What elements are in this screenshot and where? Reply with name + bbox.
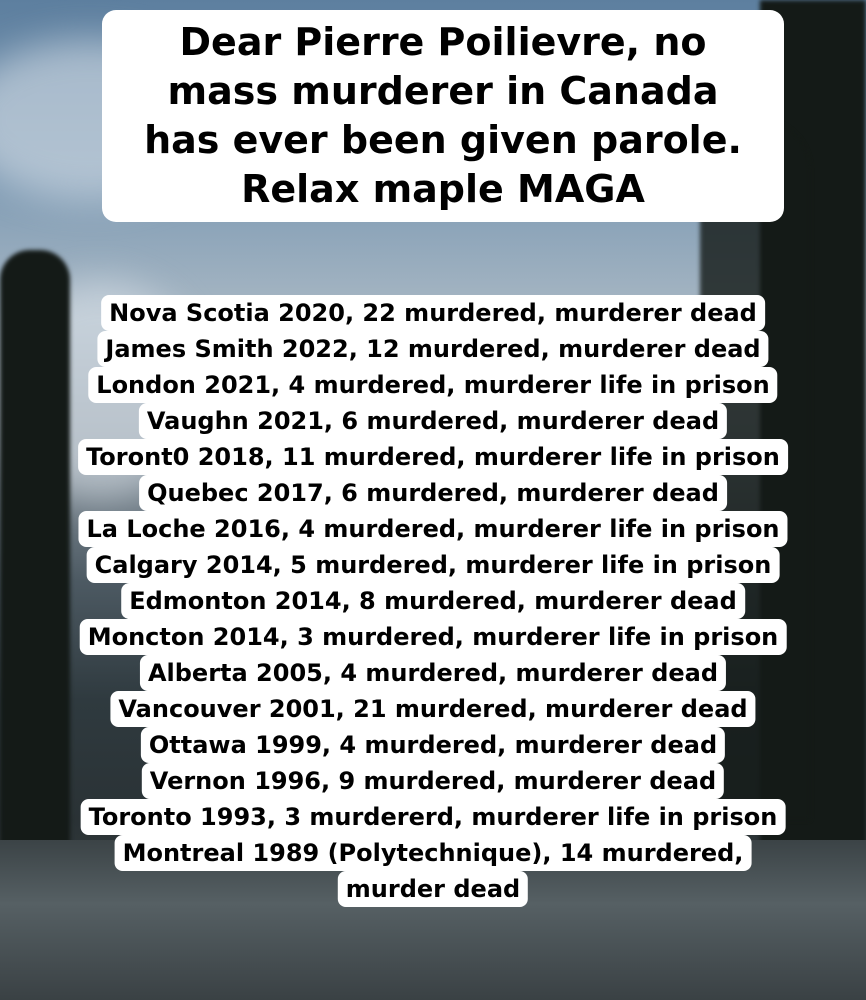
list-item: Alberta 2005, 4 murdered, murderer dead xyxy=(140,655,726,691)
list-item: Vancouver 2001, 21 murdered, murderer dead xyxy=(110,691,755,727)
title-line: Dear Pierre Poilievre, no xyxy=(179,20,707,64)
list-item: murder dead xyxy=(338,871,528,907)
list-item: Ottawa 1999, 4 murdered, murderer dead xyxy=(141,727,725,763)
list-item: Nova Scotia 2020, 22 murdered, murderer dead xyxy=(101,295,765,331)
title-line: has ever been given parole. xyxy=(144,118,742,162)
list-item: Edmonton 2014, 8 murdered, murderer dead xyxy=(121,583,745,619)
title-line: Relax maple MAGA xyxy=(241,167,645,211)
list-item: Toronto 1993, 3 murdererd, murderer life in prison xyxy=(81,799,786,835)
list-item: Toront0 2018, 11 murdered, murderer life in prison xyxy=(78,439,788,475)
list-item: James Smith 2022, 12 murdered, murderer dead xyxy=(97,331,768,367)
list-item: Moncton 2014, 3 murdered, murderer life in prison xyxy=(80,619,787,655)
title-line: mass murderer in Canada xyxy=(167,69,719,113)
list-item: Calgary 2014, 5 murdered, murderer life in prison xyxy=(87,547,780,583)
list-item: Vaughn 2021, 6 murdered, murderer dead xyxy=(139,403,727,439)
list-item: Montreal 1989 (Polytechnique), 14 murdered, xyxy=(115,835,752,871)
list-item: London 2021, 4 murdered, murderer life in prison xyxy=(88,367,777,403)
list-item: La Loche 2016, 4 murdered, murderer life in prison xyxy=(78,511,787,547)
list-item: Vernon 1996, 9 murdered, murderer dead xyxy=(142,763,724,799)
title-box xyxy=(102,10,784,222)
list-item: Quebec 2017, 6 murdered, murderer dead xyxy=(139,475,727,511)
